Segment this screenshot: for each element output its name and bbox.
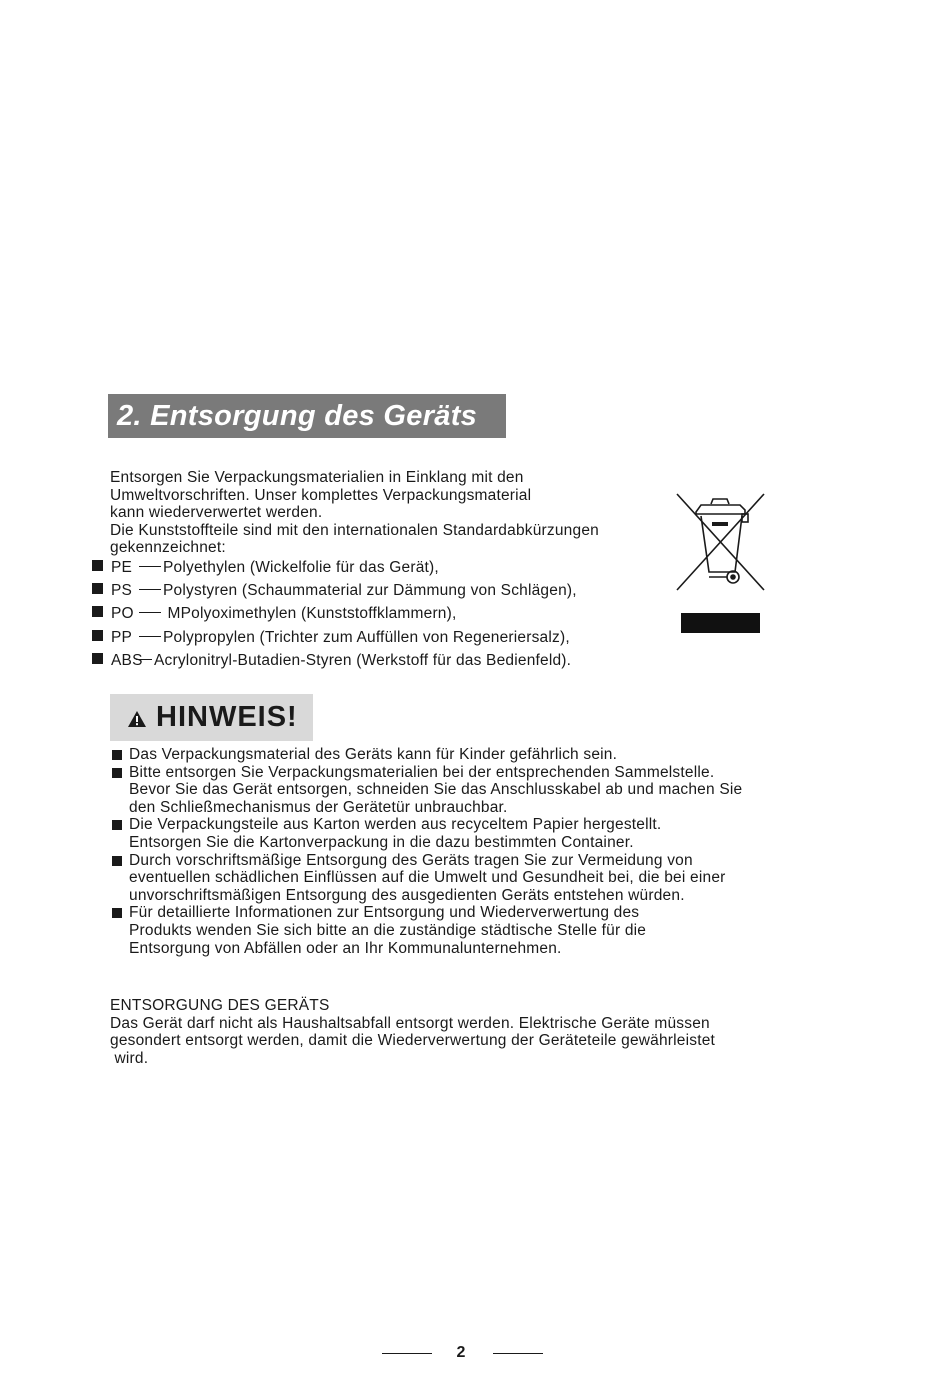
square-bullet-icon: [112, 750, 122, 760]
square-bullet-icon: [112, 908, 122, 918]
crossed-out-wheelie-bin-icon: [672, 490, 768, 598]
notice-line: Durch vorschriftsmäßige Entsorgung des Geräts tragen Sie zur Vermeidung von: [129, 851, 693, 869]
intro-line: Die Kunststoffteile sind mit den internationalen Standardabkürzungen: [110, 521, 599, 539]
dash-icon: [139, 566, 161, 567]
notice-line: Die Verpackungsteile aus Karton werden aus recyceltem Papier hergestellt.: [129, 816, 662, 834]
material-abbr: ABS: [111, 651, 143, 669]
intro-line: Umweltvorschriften. Unser komplettes Verpackungsmaterial: [110, 486, 532, 504]
material-text: Polypropylen (Trichter zum Auffüllen von Regeneriersalz),: [163, 628, 570, 646]
notice-line: Bevor Sie das Gerät entsorgen, schneiden Sie das Anschlusskabel ab und machen Sie: [129, 781, 743, 799]
square-bullet-icon: [92, 606, 103, 617]
notice-line: Für detaillierte Informationen zur Entsorgung und Wiederverwertung des: [129, 904, 640, 922]
notice-line: Entsorgen Sie die Kartonverpackung in die dazu bestimmten Container.: [129, 833, 634, 851]
material-item: [92, 629, 577, 652]
section-title: 2. Entsorgung des Geräts: [108, 394, 506, 438]
intro-line: Entsorgen Sie Verpackungsmaterialien in Einklang mit den: [110, 469, 524, 486]
notice-line: Bitte entsorgen Sie Verpackungsmaterialien bei der entsprechenden Sammelstelle.: [129, 763, 715, 781]
notice-line: Das Verpackungsmaterial des Geräts kann für Kinder gefährlich sein.: [129, 746, 618, 763]
intro-text: [110, 469, 670, 557]
square-bullet-icon: [92, 653, 103, 664]
notice-header: [110, 694, 313, 741]
disposal-line: Das Gerät darf nicht als Haushaltsabfall entsorgt werden. Elektrische Geräte müssen: [110, 1014, 710, 1032]
square-bullet-icon: [112, 820, 122, 830]
square-bullet-icon: [92, 560, 103, 571]
square-bullet-icon: [92, 583, 103, 594]
materials-list: [92, 559, 577, 675]
intro-line: gekennzeichnet:: [110, 539, 226, 557]
page-number: 2: [456, 1344, 466, 1361]
notice-line: Produkts wenden Sie sich bitte an die zuständige städtische Stelle für die: [129, 921, 647, 939]
square-bullet-icon: [112, 856, 122, 866]
dash-icon: [139, 636, 161, 637]
notice-line: unvorschriftsmäßigen Entsorgung des ausgedienten Geräts entstehen würden.: [129, 886, 685, 904]
notice-line: Entsorgung von Abfällen oder an Ihr Kommunalunternehmen.: [129, 939, 562, 957]
notice-item: [110, 764, 742, 817]
notice-item: [110, 746, 742, 764]
notice-item: [110, 816, 742, 851]
weee-bar: [681, 613, 760, 633]
notice-line: den Schließmechanismus der Gerätetür unbrauchbar.: [129, 798, 508, 816]
material-abbr: PP: [111, 628, 133, 646]
square-bullet-icon: [92, 630, 103, 641]
material-item: [92, 605, 577, 628]
notice-item: [110, 904, 742, 957]
material-abbr: PO: [111, 605, 134, 623]
material-text: Polystyren (Schaummaterial zur Dämmung von Schlägen),: [163, 582, 577, 600]
material-item: [92, 582, 577, 605]
dash-icon: [139, 589, 161, 590]
notice-list: [110, 746, 742, 957]
material-text: Acrylonitryl-Butadien-Styren (Werkstoff für das Bedienfeld).: [154, 651, 572, 669]
material-text: Polyethylen (Wickelfolie für das Gerät),: [163, 559, 439, 576]
square-bullet-icon: [112, 768, 122, 778]
material-text: MPolyoximethylen (Kunststoffklammern),: [163, 605, 457, 623]
notice-item: [110, 852, 742, 905]
disposal-heading: ENTSORGUNG DES GERÄTS: [110, 997, 330, 1014]
intro-line: kann wiederverwertet werden.: [110, 504, 323, 522]
disposal-line: gesondert entsorgt werden, damit die Wiederverwertung der Geräteteile gewährleistet: [110, 1032, 716, 1050]
dash-icon: [139, 612, 161, 613]
material-item: [92, 652, 577, 675]
material-item: [92, 559, 577, 582]
material-abbr: PE: [111, 559, 133, 576]
notice-title: HINWEIS!: [156, 701, 298, 733]
page-number-rule-right: [493, 1353, 543, 1354]
notice-line: eventuellen schädlichen Einflüssen auf die Umwelt und Gesundheit bei, die bei einer: [129, 869, 726, 887]
dash-icon: [136, 659, 152, 660]
disposal-line: wird.: [110, 1049, 149, 1067]
page-number-rule-left: [382, 1353, 432, 1354]
warning-triangle-icon: [127, 710, 147, 728]
disposal-section: [110, 997, 715, 1067]
material-abbr: PS: [111, 582, 133, 600]
